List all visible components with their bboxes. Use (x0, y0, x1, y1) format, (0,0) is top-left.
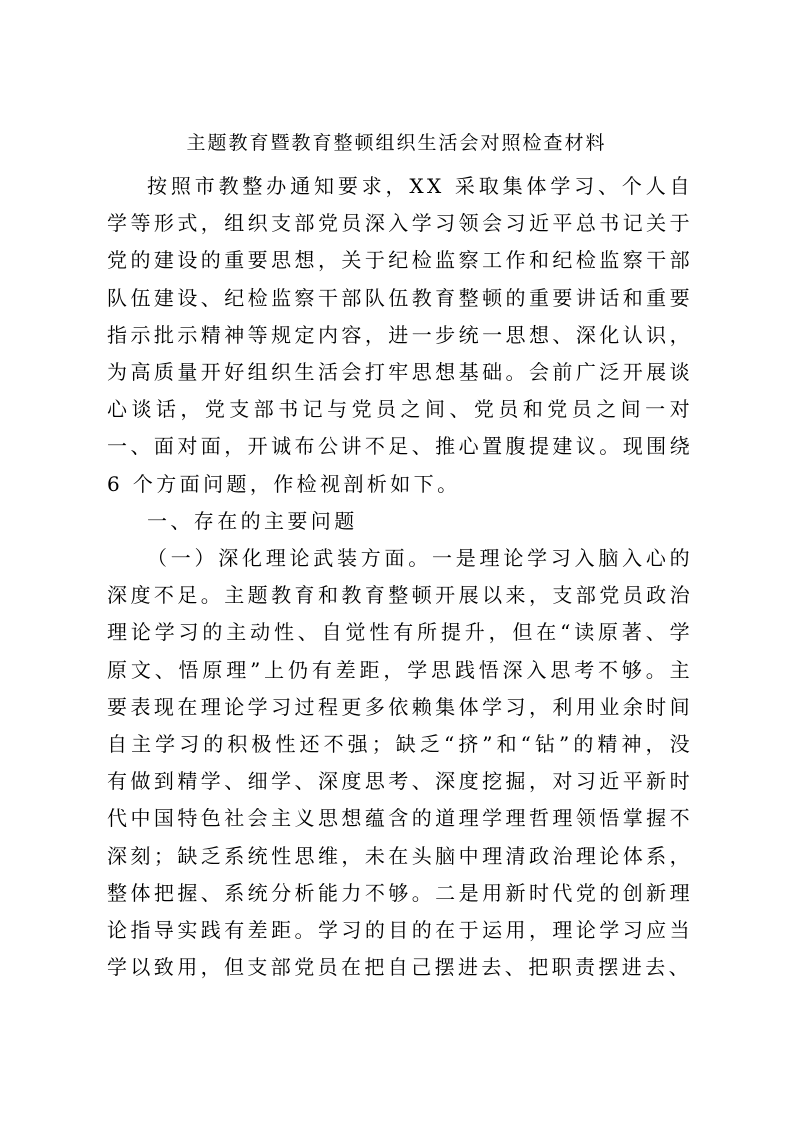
document-title: 主题教育暨教育整顿组织生活会对照检查材料 (186, 132, 607, 154)
intro-paragraph: 按照市教整办通知要求，XX 采取集体学习、个人自学等形式，组织支部党员深入学习领会习近平总书记关于党的建设的重要思想，关于纪检监察工作和纪检监察干部队伍建设、纪检监察干部队伍教育整顿的重要讲话和重要指示批示精神等规定内容，进一步统一思想、深化认识，为高质量开好组织生活会打牢思想基础。会前广泛开展谈心谈话，党支部书记与党员之间、党员和党员之间一对一、面对面，开诚布公讲不足、推心置腹提建议。现围绕 6 个方面问题，作检视剖析如下。 (107, 174, 693, 496)
section-paragraph: （一）深化理论武装方面。一是理论学习入脑入心的深度不足。主题教育和教育整顿开展以来，支部党员政治理论学习的主动性、自觉性有所提升，但在“读原著、学原文、悟原理”上仍有差距，学思践悟深入思考不够。主要表现在理论学习过程更多依赖集体学习，利用业余时间自主学习的积极性还不强；缺乏“挤”和“钻”的精神，没有做到精学、细学、深度思考、深度挖掘，对习近平新时代中国特色社会主义思想蕴含的道理学理哲理领悟掌握不深刻；缺乏系统性思维，未在头脑中理清政治理论体系，整体把握、系统分析能力不够。二是用新时代党的创新理论指导实践有差距。学习的目的在于运用，理论学习应当学以致用，但支部党员在把自己摆进去、把职责摆进去、 (107, 546, 693, 980)
section-heading: 一、存在的主要问题 (147, 508, 358, 533)
document-body (107, 168, 693, 986)
